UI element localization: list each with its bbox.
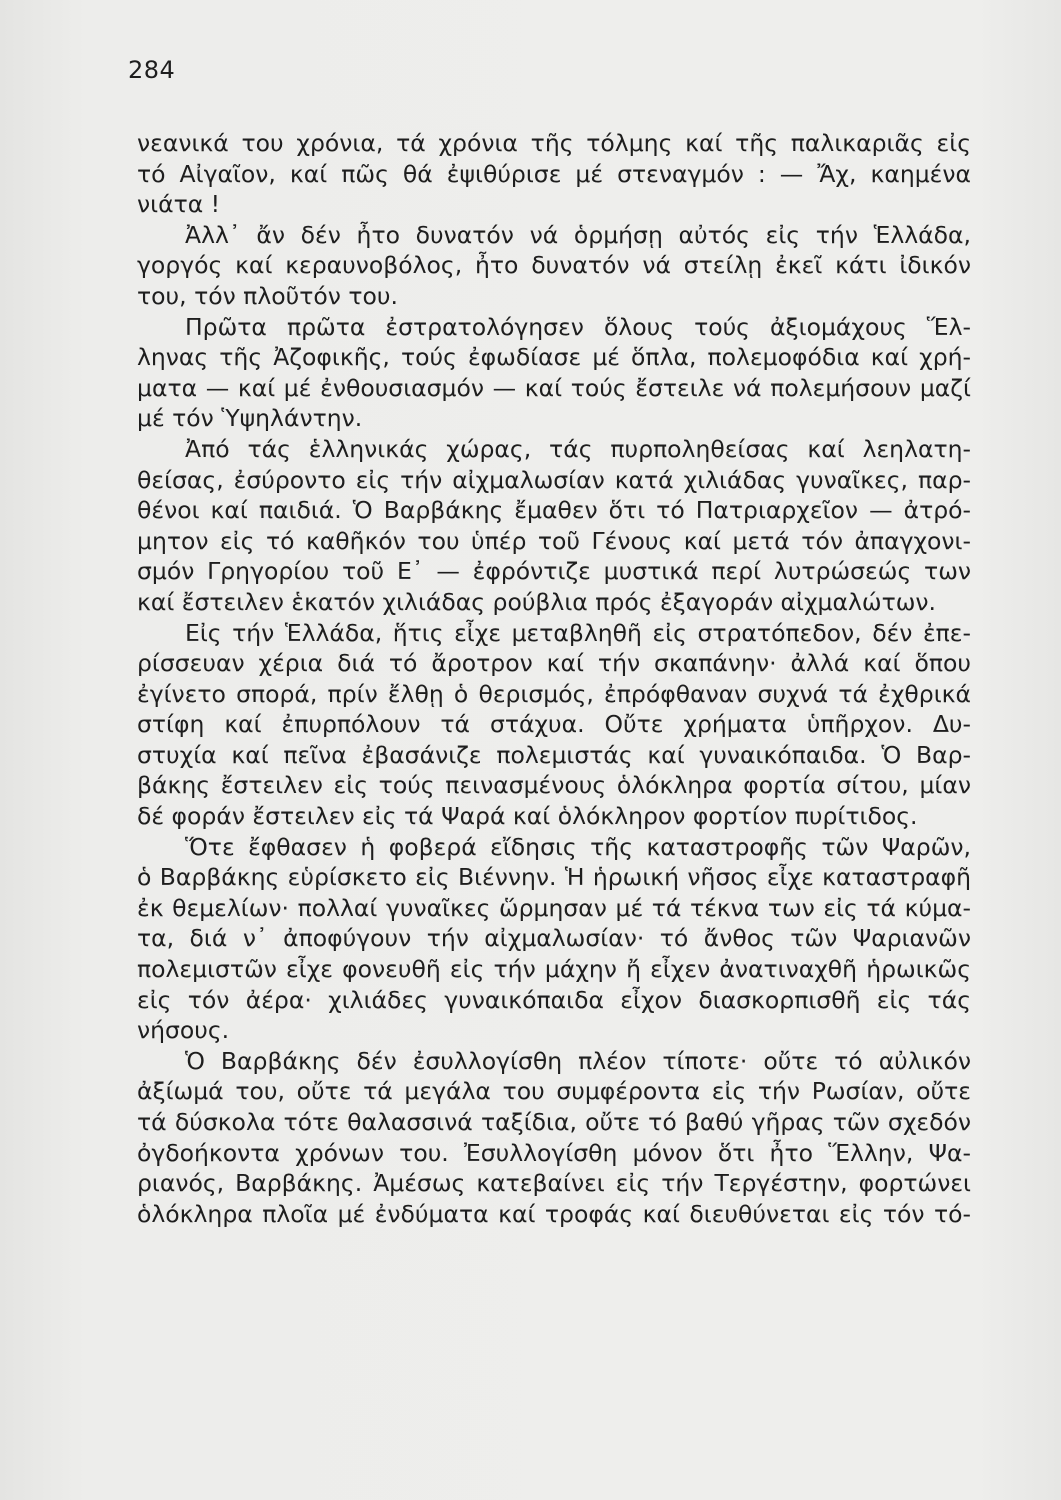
text-line: γοργός καί κεραυνοβόλος, ἦτο δυνατόν νά στείλῃ ἐκεῖ κάτι ἰδικόν (137, 251, 971, 280)
text-line: στυχία καί πεῖνα ἐβασάνιζε πολεμιστάς καί γυναικόπαιδα. Ὁ Βαρ- (137, 740, 971, 769)
text-line: εἰς τόν ἀέρα· χιλιάδες γυναικόπαιδα εἶχον διασκορπισθῆ εἰς τάς (137, 985, 971, 1014)
text-line: τά δύσκολα τότε θαλασσινά ταξίδια, οὔτε τό βαθύ γῆρας τῶν σχεδόν (137, 1108, 971, 1136)
text-line: Εἰς τήν Ἑλλάδα, ἥτις εἶχε μεταβληθῆ εἰς στρατόπεδον, δέν ἐπε- (185, 618, 971, 647)
text-line: ὀγδοήκοντα χρόνων του. Ἐσυλλογίσθη μόνον ὅτι ἦτο Ἕλλην, Ψα- (137, 1138, 971, 1167)
text-line: νιάτα ! (137, 190, 221, 219)
text-line: ρίσσευαν χέρια διά τό ἄροτρον καί τήν σκαπάνην· ἀλλά καί ὅπου (137, 649, 971, 678)
text-line: Πρῶτα πρῶτα ἐστρατολόγησεν ὅλους τούς ἀξιομάχους Ἕλ- (185, 312, 971, 341)
text-line: του, τόν πλοῦτόν του. (137, 281, 398, 310)
body-text (137, 128, 971, 1229)
text-line: ματα — καί μέ ἐνθουσιασμόν — καί τούς ἔστειλε νά πολεμήσουν μαζί (137, 373, 971, 402)
text-line: ὁλόκληρα πλοῖα μέ ἐνδύματα καί τροφάς καί διευθύνεται εἰς τόν τό- (137, 1199, 971, 1228)
text-line: καί ἔστειλεν ἑκατόν χιλιάδας ρούβλια πρός ἐξαγοράν αἰχμαλώτων. (137, 587, 937, 616)
text-line: Ἀλλ᾽ ἄν δέν ἦτο δυνατόν νά ὁρμήσῃ αὐτός εἰς τήν Ἑλλάδα, (185, 220, 971, 249)
text-line: Ἀπό τάς ἑλληνικάς χώρας, τάς πυρποληθείσας καί λεηλατη- (185, 434, 971, 463)
text-line: τό Αἰγαῖον, καί πῶς θά ἐψιθύρισε μέ στεναγμόν : — Ἄχ, καημένα (137, 159, 971, 188)
text-line: ἀξίωμά του, οὔτε τά μεγάλα του συμφέροντα εἰς τήν Ρωσίαν, οὔτε (137, 1077, 971, 1106)
text-line: ριανός, Βαρβάκης. Ἀμέσως κατεβαίνει εἰς τήν Τεργέστην, φορτώνει (137, 1169, 971, 1198)
page-number: 284 (128, 56, 176, 84)
text-line: θένοι καί παιδιά. Ὁ Βαρβάκης ἔμαθεν ὅτι τό Πατριαρχεῖον — ἀτρό- (137, 496, 971, 525)
text-line: Ὁ Βαρβάκης δέν ἐσυλλογίσθη πλέον τίποτε· οὔτε τό αὐλικόν (185, 1046, 971, 1075)
text-line: βάκης ἔστειλεν εἰς τούς πεινασμένους ὁλόκληρα φορτία σίτου, μίαν (137, 771, 971, 800)
text-line: ἐγίνετο σπορά, πρίν ἔλθῃ ὁ θερισμός, ἐπρόφθαναν συχνά τά ἐχθρικά (137, 679, 971, 708)
text-line: τα, διά ν᾽ ἀποφύγουν τήν αἰχμαλωσίαν· τό ἄνθος τῶν Ψαριανῶν (137, 924, 971, 953)
text-line: Ὅτε ἔφθασεν ἡ φοβερά εἴδησις τῆς καταστροφῆς τῶν Ψαρῶν, (185, 832, 971, 861)
text-line: νήσους. (137, 1016, 230, 1045)
text-line: ὁ Βαρβάκης εὑρίσκετο εἰς Βιέννην. Ἡ ἡρωική νῆσος εἶχε καταστραφῆ (137, 863, 971, 892)
text-line: ἐκ θεμελίων· πολλαί γυναῖκες ὥρμησαν μέ τά τέκνα των εἰς τά κύμα- (137, 893, 971, 922)
text-line: μητον εἰς τό καθῆκόν του ὑπέρ τοῦ Γένους καί μετά τόν ἀπαγχονι- (137, 526, 971, 555)
text-line: μέ τόν Ὑψηλάντην. (137, 404, 363, 433)
text-line: δέ φοράν ἔστειλεν εἰς τά Ψαρά καί ὁλόκληρον φορτίον πυρίτιδος. (137, 802, 918, 831)
text-line: στίφη καί ἐπυρπόλουν τά στάχυα. Οὔτε χρήματα ὑπῆρχον. Δυ- (137, 710, 971, 739)
text-line: σμόν Γρηγορίου τοῦ Ε᾽ — ἐφρόντιζε μυστικά περί λυτρώσεώς των (137, 557, 971, 586)
text-line: ληνας τῆς Ἀζοφικῆς, τούς ἐφωδίασε μέ ὅπλα, πολεμοφόδια καί χρή- (137, 343, 971, 372)
text-line: θείσας, ἐσύροντο εἰς τήν αἰχμαλωσίαν κατά χιλιάδας γυναῖκες, παρ- (137, 465, 971, 494)
text-line: νεανικά του χρόνια, τά χρόνια τῆς τόλμης καί τῆς παλικαριᾶς εἰς (137, 129, 971, 157)
text-line: πολεμιστῶν εἶχε φονευθῆ εἰς τήν μάχην ἤ εἶχεν ἀνατιναχθῆ ἡρωικῶς (137, 955, 971, 984)
